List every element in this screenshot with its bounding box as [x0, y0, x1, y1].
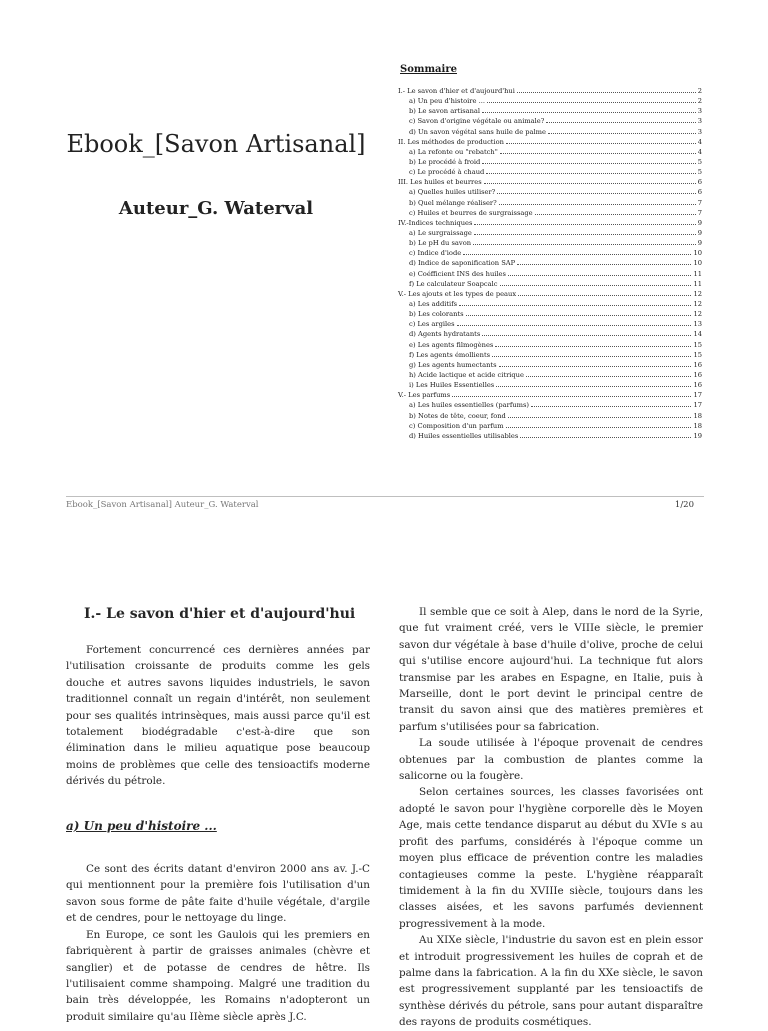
- toc-entry-page: 5: [697, 157, 702, 166]
- toc-entry-title: g) Les agents humectants: [409, 360, 497, 369]
- toc-dot-leader: [497, 188, 695, 194]
- toc-entry[interactable]: [398, 391, 702, 401]
- toc-entry-title: b) Quel mélange réaliser?: [409, 198, 497, 207]
- paragraph: Selon certaines sources, les classes favorisées ont adopté le savon pour l'hygiène corporelle dès le Moyen Age, mais cette tendance disparut au début du XVIe s au profit des parfums, considérés à l'époque comme un moyen plus efficace de prévention contre les maladies contagieuses comme la peste. L'hygiène réapparaît timidement à la fin du XVIIIe siècle, toujours dans les classes aisées, et les savons parfumés deviennent progressivement à la mode.: [399, 786, 703, 930]
- toc-entry-title: f) Les agents émollients: [409, 350, 491, 359]
- toc-entry-page: 7: [697, 208, 702, 217]
- toc-entry[interactable]: [398, 270, 702, 280]
- toc-entry-title: V.- Les parfums: [398, 391, 451, 400]
- toc-entry[interactable]: [398, 259, 702, 269]
- toc-dot-leader: [506, 138, 696, 144]
- toc-entry-title: d) Un savon végétal sans huile de palme: [409, 127, 546, 136]
- toc-entry-title: d) Huiles essentielles utilisables: [409, 431, 519, 440]
- toc-dot-leader: [499, 199, 696, 205]
- toc-entry-title: c) Les argiles: [409, 320, 455, 329]
- toc-entry[interactable]: [398, 361, 702, 371]
- toc-entry-title: e) Coéfficient INS des huiles: [409, 269, 506, 278]
- toc-dot-leader: [457, 320, 692, 326]
- footer-text: Ebook_[Savon Artisanal] Auteur_G. Waterval: [66, 500, 259, 510]
- toc-entry-page: 12: [693, 289, 702, 298]
- toc-entry-title: a) La refonte ou "rebatch": [409, 147, 498, 156]
- toc-entry-title: I.- Le savon d'hier et d'aujourd'hui: [398, 87, 515, 95]
- toc-entry-page: 16: [693, 370, 702, 379]
- toc-entry-title: a) Un peu d'histoire ...: [409, 97, 485, 106]
- toc-entry-page: 18: [693, 411, 702, 420]
- toc-dot-leader: [486, 168, 695, 174]
- toc-dot-leader: [452, 391, 691, 397]
- toc-entry-title: b) Le pH du savon: [409, 239, 472, 248]
- toc-entry-page: 3: [697, 107, 702, 116]
- toc-entry-title: IV.-Indices techniques: [398, 218, 473, 227]
- toc-dot-leader: [495, 341, 691, 347]
- toc-dot-leader: [474, 219, 695, 225]
- toc-dot-leader: [506, 422, 692, 428]
- toc-entry-title: III. Les huiles et beurres: [398, 178, 482, 187]
- toc-entry-page: 6: [697, 178, 702, 187]
- toc-dot-leader: [459, 300, 691, 306]
- toc-entry-title: c) Composition d'un parfum: [409, 421, 504, 430]
- toc-entry-page: 13: [693, 320, 702, 329]
- toc-entry-page: 3: [697, 127, 702, 136]
- toc-entry-page: 14: [693, 330, 702, 339]
- toc-dot-leader: [508, 270, 692, 276]
- toc-entry[interactable]: [398, 381, 702, 391]
- toc-entry[interactable]: [398, 290, 702, 300]
- toc-entry[interactable]: [398, 432, 702, 442]
- toc-entry-page: 12: [693, 299, 702, 308]
- toc-entry-title: c) Savon d'origine végétale ou animale?: [409, 117, 545, 126]
- toc-entry[interactable]: [398, 310, 702, 320]
- toc-entry[interactable]: [398, 188, 702, 198]
- toc-entry-page: 3: [697, 117, 702, 126]
- toc-dot-leader: [548, 128, 696, 134]
- toc-dot-leader: [463, 249, 691, 255]
- toc-entry-page: 17: [693, 401, 702, 410]
- toc-entry[interactable]: [398, 351, 702, 361]
- document-author: Auteur_G. Waterval: [118, 198, 314, 219]
- toc-dot-leader: [518, 290, 691, 296]
- table-of-contents: [398, 64, 702, 442]
- paragraph: Au XIXe siècle, l'industrie du savon est en plein essor et introduit progressivement les huiles de coprah et de palme dans la fabrication. A la fin du XXe siècle, le savon est progressivement supplanté par les tensioactifs de synthèse dérivés du pétrole, sans pour autant disparaître des rayons de produits cosmétiques.: [399, 934, 703, 1029]
- toc-entry[interactable]: [398, 320, 702, 330]
- toc-entry[interactable]: [398, 158, 702, 168]
- toc-entry[interactable]: [398, 412, 702, 422]
- toc-entry[interactable]: [398, 138, 702, 148]
- paragraph: La soude utilisée à l'époque provenait de cendres obtenues par la combustion de plantes comme la salicorne ou la fougère.: [399, 737, 703, 783]
- toc-entry[interactable]: [398, 341, 702, 351]
- toc-entry[interactable]: [398, 422, 702, 432]
- toc-dot-leader: [482, 107, 696, 113]
- toc-entry-title: d) Indice de saponification SAP: [409, 259, 516, 268]
- toc-entry-title: V.- Les ajouts et les types de peaux: [398, 289, 517, 298]
- toc-entry[interactable]: [398, 117, 702, 127]
- toc-entry[interactable]: [398, 300, 702, 310]
- toc-entry-title: d) Agents hydratants: [409, 330, 481, 339]
- section-title: I.- Le savon d'hier et d'aujourd'hui: [84, 606, 356, 622]
- toc-entry[interactable]: [398, 97, 702, 107]
- toc-entry[interactable]: [398, 219, 702, 229]
- paragraph: Fortement concurrencé ces dernières années par l'utilisation croissante de produits comme les gels douche et autres savons liquides industriels, le savon traditionnel connaît un regain d'intérêt, non seulement pour ses qualités intrinsèques, mais aussi parce qu'il est totalement biodégradable c'est-à-dire que son élimination dans le milieu aquatique pose beaucoup moins de problèmes que celle des tensioactifs moderne dérivés du pétrole.: [66, 644, 370, 788]
- toc-entry-page: 12: [693, 310, 702, 319]
- footer-divider: [66, 496, 704, 497]
- toc-entry-title: b) Les colorants: [409, 310, 464, 319]
- toc-entry[interactable]: [398, 128, 702, 138]
- toc-entry[interactable]: [398, 371, 702, 381]
- toc-entry[interactable]: [398, 249, 702, 259]
- toc-dot-leader: [531, 401, 691, 407]
- toc-entry-title: a) Quelles huiles utiliser?: [409, 188, 496, 197]
- toc-entry[interactable]: [398, 87, 702, 97]
- toc-entry-page: 6: [697, 188, 702, 197]
- toc-entry-page: 4: [697, 147, 702, 156]
- toc-entry-title: b) Le procédé à froid: [409, 157, 481, 166]
- toc-entry-page: 19: [693, 431, 702, 440]
- toc-entry-title: II. Les méthodes de production: [398, 137, 504, 146]
- toc-entry-title: c) Le procédé à chaud: [409, 168, 485, 177]
- toc-dot-leader: [526, 371, 692, 377]
- document-title: Ebook_[Savon Artisanal]: [66, 130, 366, 158]
- toc-entry-title: f) Le calculateur Soapcalc: [409, 279, 498, 288]
- toc-entry-page: 7: [697, 198, 702, 207]
- toc-dot-leader: [508, 412, 692, 418]
- toc-dot-leader: [517, 87, 696, 93]
- toc-dot-leader: [535, 209, 696, 215]
- toc-dot-leader: [487, 97, 696, 103]
- toc-entry-page: 15: [693, 350, 702, 359]
- toc-entry-page: 5: [697, 168, 702, 177]
- toc-entry-page: 9: [697, 218, 702, 227]
- toc-entry-title: i) Les Huiles Essentielles: [409, 381, 495, 390]
- toc-list: [398, 87, 702, 442]
- toc-dot-leader: [482, 158, 695, 164]
- toc-dot-leader: [500, 148, 696, 154]
- toc-entry-title: a) Les additifs: [409, 299, 458, 308]
- toc-entry-page: 10: [693, 249, 702, 258]
- toc-entry-title: a) Les huiles essentielles (parfums): [409, 401, 529, 410]
- paragraph: Ce sont des écrits datant d'environ 2000 ans av. J.-C qui mentionnent pour la première fois l'utilisation d'un savon sous forme de pâte faite d'huile végétale, d'argile et de cendres, pour le nettoyage du linge.: [66, 863, 370, 925]
- toc-entry-title: b) Le savon artisanal: [409, 107, 481, 116]
- toc-dot-leader: [546, 117, 695, 123]
- toc-entry-page: 10: [693, 259, 702, 268]
- page-number: 1/20: [674, 500, 694, 510]
- toc-dot-leader: [474, 229, 696, 235]
- toc-entry-title: a) Le surgraissage: [409, 228, 472, 237]
- toc-entry-title: e) Les agents filmogènes: [409, 340, 494, 349]
- toc-dot-leader: [517, 259, 691, 265]
- toc-entry-title: h) Acide lactique et acide citrique: [409, 370, 524, 379]
- toc-entry[interactable]: [398, 401, 702, 411]
- toc-entry-page: 4: [697, 137, 702, 146]
- toc-entry-page: 18: [693, 421, 702, 430]
- toc-entry[interactable]: [398, 148, 702, 158]
- toc-entry-page: 11: [693, 279, 702, 288]
- paragraph: Il semble que ce soit à Alep, dans le nord de la Syrie, que fut vraiment créé, vers le VIIIe siècle, le premier savon dur végétale à base d'huile d'olive, proche de celui qui s'utilise encore aujourd'hui. La technique fut alors transmise par les arabes en Espagne, en Italie, puis à Marseille, dont le port devint le principal centre de transit du savon ainsi que des matières premières et parfum s'utilisées pour sa fabrication.: [399, 606, 703, 733]
- toc-dot-leader: [492, 351, 691, 357]
- subsection-title: a) Un peu d'histoire ...: [66, 818, 217, 833]
- toc-entry-page: 16: [693, 381, 702, 390]
- toc-dot-leader: [473, 239, 696, 245]
- toc-entry-page: 2: [697, 97, 702, 106]
- paragraph: En Europe, ce sont les Gaulois qui les premiers en fabriquèrent à partir de graisses animales (chèvre et sanglier) et de potasse de cendres de hêtre. Ils l'utilisaient comme shampoing. Malgré une tradition du bain très développée, les Romains n'adopteront un produit similaire qu'au IIème siècle après J.C.: [66, 928, 370, 1023]
- toc-entry[interactable]: [398, 209, 702, 219]
- toc-entry-title: c) Huiles et beurres de surgraissage: [409, 208, 533, 217]
- toc-entry[interactable]: [398, 280, 702, 290]
- toc-dot-leader: [496, 381, 691, 387]
- toc-dot-leader: [466, 310, 692, 316]
- toc-entry-page: 11: [693, 269, 702, 278]
- toc-entry-page: 9: [697, 228, 702, 237]
- toc-entry-title: c) Indice d'iode: [409, 249, 462, 258]
- toc-entry-page: 16: [693, 360, 702, 369]
- toc-dot-leader: [499, 361, 692, 367]
- left-column: [66, 604, 370, 1025]
- toc-dot-leader: [482, 330, 691, 336]
- toc-entry[interactable]: [398, 229, 702, 239]
- toc-entry[interactable]: [398, 199, 702, 209]
- toc-dot-leader: [500, 280, 692, 286]
- toc-entry-page: 15: [693, 340, 702, 349]
- toc-entry-page: 2: [697, 87, 702, 95]
- toc-entry-page: 9: [697, 239, 702, 248]
- toc-entry[interactable]: [398, 330, 702, 340]
- toc-entry[interactable]: [398, 178, 702, 188]
- toc-dot-leader: [520, 432, 691, 438]
- toc-entry-page: 17: [693, 391, 702, 400]
- toc-entry-title: b) Notes de tête, coeur, fond: [409, 411, 506, 420]
- toc-entry[interactable]: [398, 107, 702, 117]
- toc-entry[interactable]: [398, 239, 702, 249]
- toc-dot-leader: [484, 178, 696, 184]
- right-column: [399, 604, 703, 1031]
- toc-entry[interactable]: [398, 168, 702, 178]
- toc-heading: Sommaire: [400, 64, 457, 75]
